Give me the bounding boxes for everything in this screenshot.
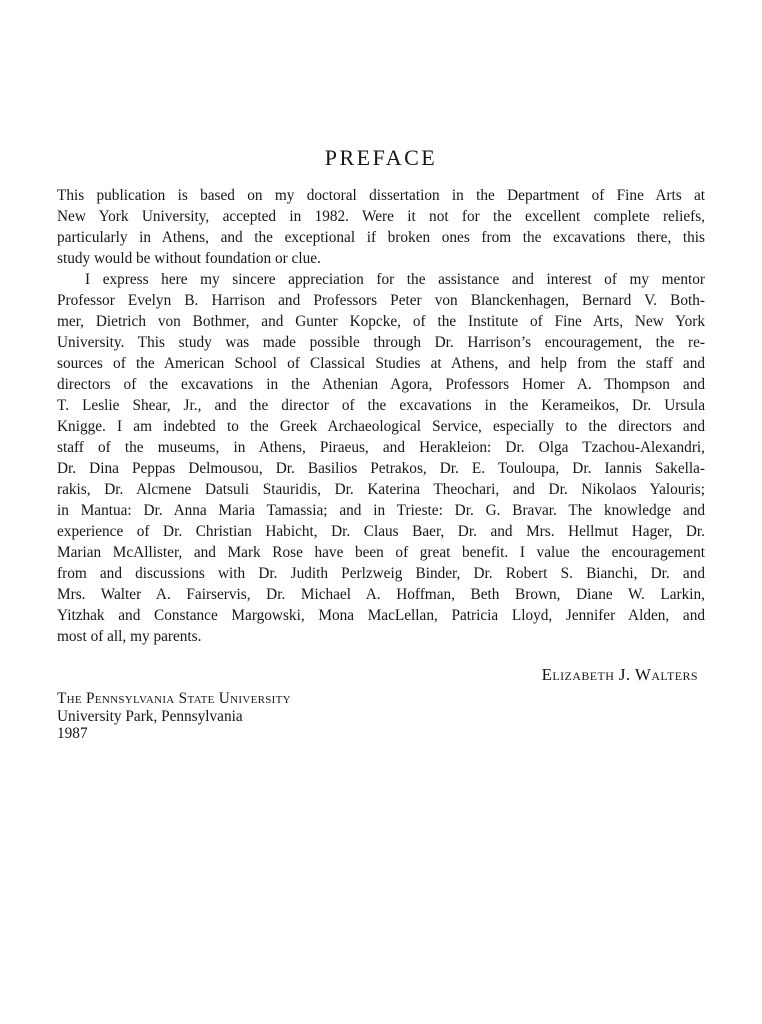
body-line: Marian McAllister, and Mark Rose have been of great benefit. I value the encouragement (57, 544, 705, 561)
body-line: This publication is based on my doctoral dissertation in the Department of Fine Arts at (57, 187, 705, 204)
body-line: Yitzhak and Constance Margowski, Mona MacLellan, Patricia Lloyd, Jennifer Alden, and (57, 607, 705, 624)
colophon-institution: The Pennsylvania State University (57, 690, 291, 707)
body-line: staff of the museums, in Athens, Piraeus, and Herakleion: Dr. Olga Tzachou-Alexandri, (57, 439, 705, 456)
body-line: study would be without foundation or clue. (57, 250, 321, 267)
page-title: PREFACE (324, 145, 438, 170)
body-line: University. This study was made possible through Dr. Harrison’s encouragement, the re- (57, 334, 705, 351)
body-line: New York University, accepted in 1982. Were it not for the excellent complete reliefs, (57, 208, 705, 225)
body-line: Knigge. I am indebted to the Greek Archaeological Service, especially to the directors and (57, 418, 705, 435)
body-line: sources of the American School of Classical Studies at Athens, and help from the staff and (57, 355, 705, 372)
body-line: rakis, Dr. Alcmene Datsuli Stauridis, Dr. Katerina Theochari, and Dr. Nikolaos Yalouris; (57, 481, 705, 498)
colophon (57, 690, 457, 743)
body-line: I express here my sincere appreciation for the assistance and interest of my mentor (85, 271, 705, 288)
body-line: particularly in Athens, and the exceptional if broken ones from the excavations there, this (57, 229, 705, 246)
body-line: experience of Dr. Christian Habicht, Dr. Claus Baer, Dr. and Mrs. Hellmut Hager, Dr. (57, 523, 705, 540)
body-line: directors of the excavations in the Athenian Agora, Professors Homer A. Thompson and (57, 376, 705, 393)
body-line: mer, Dietrich von Bothmer, and Gunter Kopcke, of the Institute of Fine Arts, New York (57, 313, 705, 330)
preface-body (57, 185, 705, 647)
body-line: T. Leslie Shear, Jr., and the director of the excavations in the Kerameikos, Dr. Ursula (57, 397, 705, 414)
body-line: most of all, my parents. (57, 628, 202, 645)
body-line: Professor Evelyn B. Harrison and Professors Peter von Blanckenhagen, Bernard V. Both- (57, 292, 705, 309)
body-line: Dr. Dina Peppas Delmousou, Dr. Basilios Petrakos, Dr. E. Touloupa, Dr. Iannis Sakella- (57, 460, 705, 477)
body-line: Mrs. Walter A. Fairservis, Dr. Michael A. Hoffman, Beth Brown, Diane W. Larkin, (57, 586, 705, 603)
body-line: in Mantua: Dr. Anna Maria Tamassia; and in Trieste: Dr. G. Bravar. The knowledge and (57, 502, 705, 519)
colophon-location: University Park, Pennsylvania (57, 707, 243, 725)
colophon-year: 1987 (57, 725, 88, 742)
signature-name: Elizabeth J. Walters (541, 665, 698, 684)
body-line: from and discussions with Dr. Judith Perlzweig Binder, Dr. Robert S. Bianchi, Dr. and (57, 565, 705, 582)
